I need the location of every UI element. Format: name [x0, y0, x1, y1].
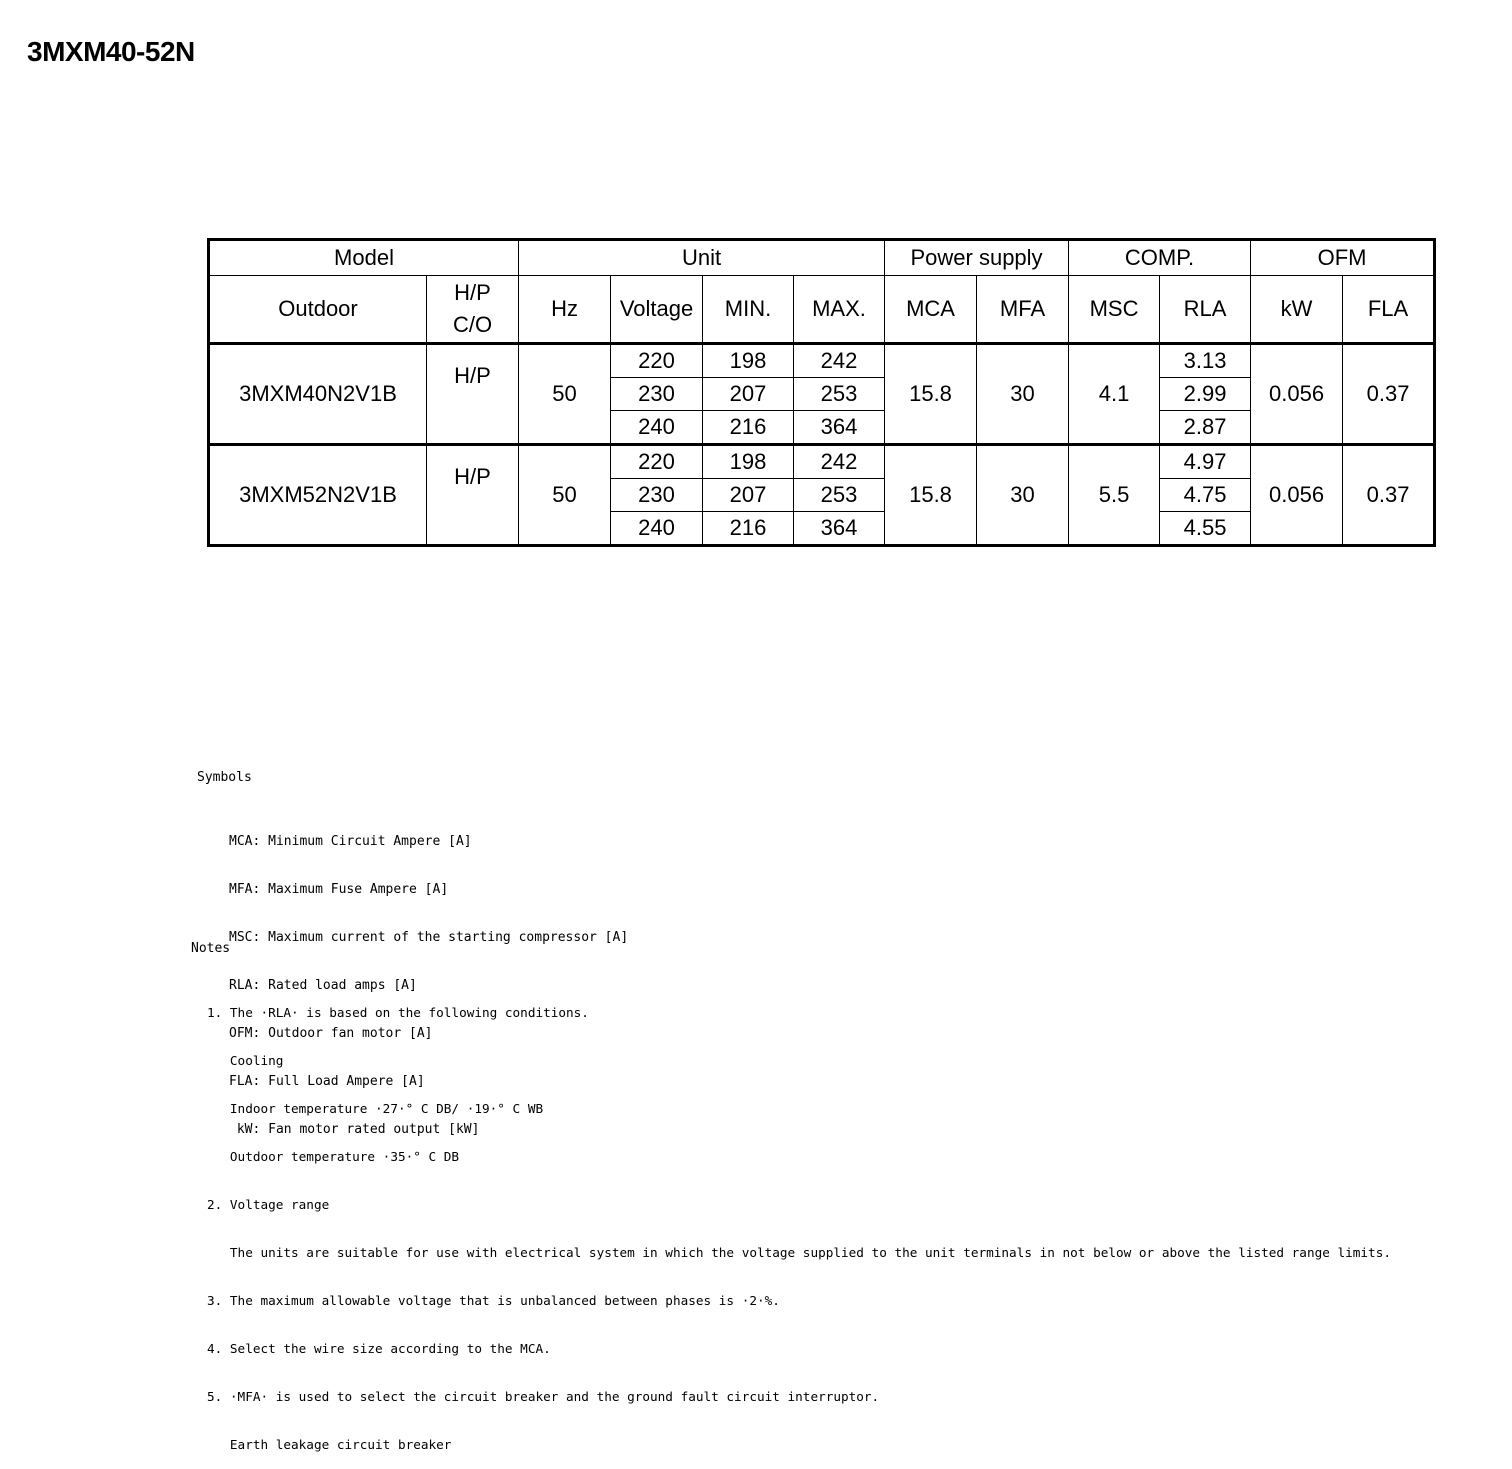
header-msc: MSC — [1069, 276, 1160, 344]
cell-hz: 50 — [519, 445, 611, 546]
symbol-item: FLA: Full Load Ampere [A] — [229, 1074, 425, 1089]
cell-msc: 5.5 — [1069, 445, 1160, 546]
table-row — [209, 344, 1435, 378]
cell-voltage: 240 — [611, 411, 703, 445]
header-hp-co-line1: H/P — [454, 280, 491, 305]
note-line: Cooling — [207, 1053, 284, 1068]
header-power-supply: Power supply — [885, 240, 1069, 276]
cell-voltage: 220 — [611, 344, 703, 378]
header-comp: COMP. — [1069, 240, 1251, 276]
header-rla: RLA — [1160, 276, 1251, 344]
symbol-item: RLA: Rated load amps [A] — [229, 978, 417, 993]
symbols-heading: Symbols — [197, 770, 252, 785]
cell-msc: 4.1 — [1069, 344, 1160, 445]
header-unit: Unit — [519, 240, 885, 276]
header-kw: kW — [1251, 276, 1343, 344]
symbol-item: kW: Fan motor rated output [kW] — [229, 1122, 480, 1137]
header-hp-co — [427, 276, 519, 344]
cell-max: 253 — [794, 479, 885, 512]
table-row — [209, 445, 1435, 479]
header-max: MAX. — [794, 276, 885, 344]
note-line: 1. The ·RLA· is based on the following conditions. — [207, 1005, 589, 1020]
header-hp-co-line2: C/O — [452, 312, 493, 337]
header-model: Model — [209, 240, 519, 276]
note-line: 5. ·MFA· is used to select the circuit breaker and the ground fault circuit interruptor. — [207, 1389, 880, 1404]
cell-fla: 0.37 — [1343, 344, 1435, 445]
cell-mca: 15.8 — [885, 445, 977, 546]
note-line: Earth leakage circuit breaker — [207, 1437, 452, 1452]
cell-hp-co: H/P — [427, 445, 519, 546]
electrical-spec-table — [207, 238, 1436, 547]
cell-min: 216 — [703, 411, 794, 445]
note-line: The units are suitable for use with electrical system in which the voltage supplied to the unit terminals in not below or above the listed range limits. — [207, 1245, 1391, 1260]
cell-max: 242 — [794, 344, 885, 378]
cell-voltage: 230 — [611, 479, 703, 512]
header-ofm: OFM — [1251, 240, 1435, 276]
header-mca: MCA — [885, 276, 977, 344]
cell-fla: 0.37 — [1343, 445, 1435, 546]
cell-rla: 2.99 — [1160, 378, 1251, 411]
symbol-item: OFM: Outdoor fan motor [A] — [229, 1026, 433, 1041]
cell-mfa: 30 — [977, 445, 1069, 546]
cell-mca: 15.8 — [885, 344, 977, 445]
symbol-item: MCA: Minimum Circuit Ampere [A] — [229, 834, 472, 849]
cell-max: 253 — [794, 378, 885, 411]
cell-model: 3MXM40N2V1B — [209, 344, 427, 445]
note-line: Outdoor temperature ·35·° C DB — [207, 1149, 460, 1164]
notes-heading: Notes — [191, 941, 231, 956]
cell-min: 216 — [703, 512, 794, 546]
cell-min: 198 — [703, 344, 794, 378]
cell-min: 207 — [703, 378, 794, 411]
symbol-item: MFA: Maximum Fuse Ampere [A] — [229, 882, 449, 897]
header-hz: Hz — [519, 276, 611, 344]
cell-rla: 4.75 — [1160, 479, 1251, 512]
cell-mfa: 30 — [977, 344, 1069, 445]
cell-max: 242 — [794, 445, 885, 479]
cell-voltage: 230 — [611, 378, 703, 411]
cell-rla: 4.55 — [1160, 512, 1251, 546]
note-line: Indoor temperature ·27·° C DB/ ·19·° C WB — [207, 1101, 544, 1116]
cell-rla: 4.97 — [1160, 445, 1251, 479]
note-line: 3. The maximum allowable voltage that is unbalanced between phases is ·2·%. — [207, 1293, 780, 1308]
cell-model: 3MXM52N2V1B — [209, 445, 427, 546]
cell-hz: 50 — [519, 344, 611, 445]
note-line: 4. Select the wire size according to the MCA. — [207, 1341, 551, 1356]
page-title: 3MXM40-52N — [27, 36, 195, 67]
header-mfa: MFA — [977, 276, 1069, 344]
cell-min: 207 — [703, 479, 794, 512]
header-outdoor: Outdoor — [209, 276, 427, 344]
cell-rla: 3.13 — [1160, 344, 1251, 378]
cell-rla: 2.87 — [1160, 411, 1251, 445]
cell-kw: 0.056 — [1251, 344, 1343, 445]
note-line: 2. Voltage range — [207, 1197, 330, 1212]
header-fla: FLA — [1343, 276, 1435, 344]
header-voltage: Voltage — [611, 276, 703, 344]
cell-max: 364 — [794, 512, 885, 546]
cell-voltage: 220 — [611, 445, 703, 479]
symbol-item: MSC: Maximum current of the starting compressor [A] — [229, 930, 629, 945]
notes-list — [207, 973, 1391, 1469]
header-min: MIN. — [703, 276, 794, 344]
cell-max: 364 — [794, 411, 885, 445]
cell-min: 198 — [703, 445, 794, 479]
cell-voltage: 240 — [611, 512, 703, 546]
cell-kw: 0.056 — [1251, 445, 1343, 546]
cell-hp-co: H/P — [427, 344, 519, 445]
